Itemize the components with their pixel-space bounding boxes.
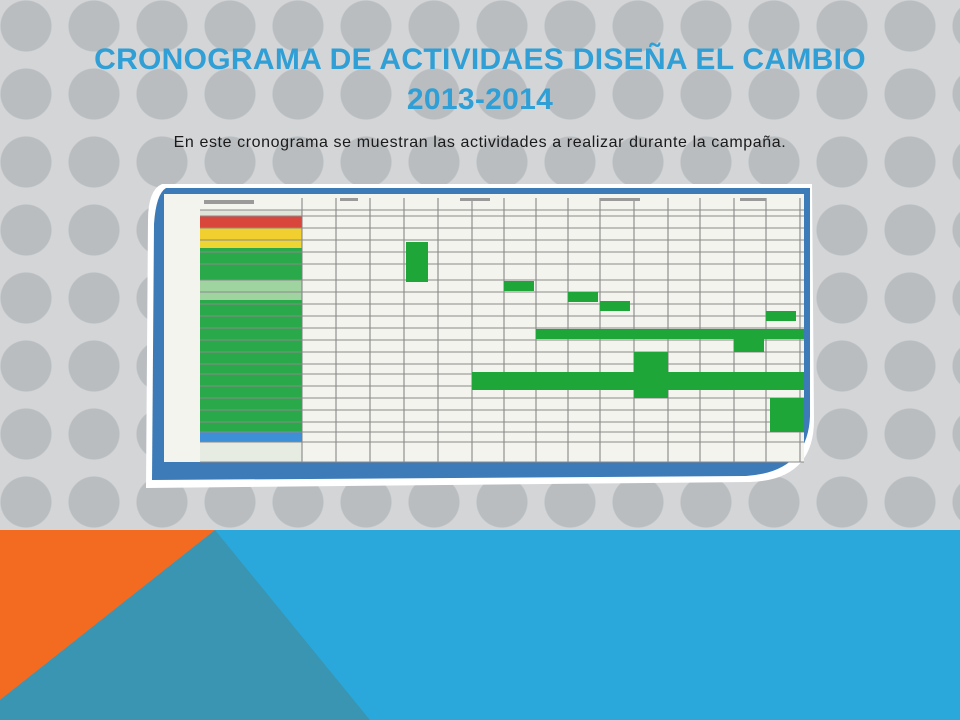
row-red: [200, 216, 302, 228]
row-yellow-2: [200, 240, 302, 248]
schedule-photo: [140, 180, 818, 492]
bottom-decoration-band: [0, 530, 960, 720]
row-light-green: [200, 280, 302, 300]
gantt-bar: [770, 398, 804, 432]
gantt-bar: [536, 329, 804, 339]
gantt-bar: [734, 339, 764, 352]
gantt-bar: [600, 301, 630, 311]
gantt-bar: [766, 311, 796, 321]
row-blue: [200, 432, 302, 442]
gantt-bar: [568, 292, 598, 302]
gantt-bar: [472, 372, 804, 390]
row-blank: [200, 442, 302, 462]
slide-subtitle: En este cronograma se muestran las actividades a realizar durante la campaña.: [173, 134, 787, 151]
gantt-bar: [504, 281, 534, 291]
gantt-bar: [406, 242, 428, 282]
slide-title: CRONOGRAMA DE ACTIVIDAES DISEÑA EL CAMBIO 2013-2014: [94, 43, 866, 116]
row-yellow: [200, 228, 302, 240]
